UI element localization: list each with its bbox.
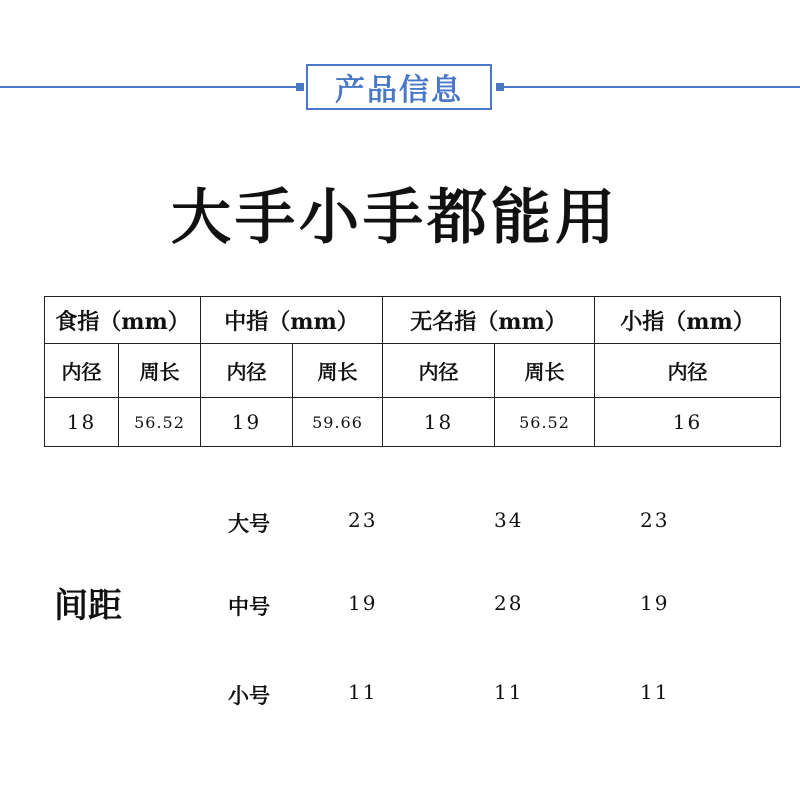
header-ring-finger: 无名指（mm） [383, 297, 595, 344]
banner-cap-left [296, 83, 304, 91]
subheader-cell: 周长 [495, 344, 595, 398]
size-name: 小号 [228, 683, 270, 708]
spacing-row-large [0, 508, 800, 538]
spacing-value: 19 [640, 591, 670, 615]
banner-divider-right [500, 86, 800, 88]
header-middle-finger: 中指（mm） [201, 297, 383, 344]
spacing-label: 间距 [54, 586, 122, 626]
finger-size-table [44, 296, 781, 447]
header-little-finger: 小指（mm） [595, 297, 781, 344]
size-name: 大号 [228, 511, 270, 536]
value-cell: 18 [383, 398, 495, 447]
subheader-cell: 内径 [383, 344, 495, 398]
size-name: 中号 [228, 594, 270, 619]
value-cell: 56.52 [495, 398, 595, 447]
subheader-cell: 内径 [45, 344, 119, 398]
section-title: 产品信息 [335, 73, 463, 108]
spacing-value: 34 [494, 508, 524, 532]
value-cell: 59.66 [293, 398, 383, 447]
header-index-finger: 食指（mm） [45, 297, 201, 344]
spacing-value: 19 [348, 591, 378, 615]
table-row [45, 398, 781, 447]
spacing-row-small [0, 680, 800, 710]
value-cell: 16 [595, 398, 781, 447]
spacing-value: 28 [494, 591, 524, 615]
spacing-value: 11 [348, 680, 378, 704]
subheader-cell: 内径 [595, 344, 781, 398]
table-header-row [45, 297, 781, 344]
value-cell: 56.52 [119, 398, 201, 447]
spacing-value: 23 [348, 508, 378, 532]
spacing-row-medium [0, 591, 800, 621]
value-cell: 18 [45, 398, 119, 447]
subheader-cell: 周长 [119, 344, 201, 398]
spacing-value: 11 [494, 680, 524, 704]
banner-cap-right [496, 83, 504, 91]
headline: 大手小手都能用 [171, 183, 619, 253]
banner-divider-left [0, 86, 300, 88]
spacing-value: 23 [640, 508, 670, 532]
section-banner [306, 64, 492, 110]
subheader-cell: 内径 [201, 344, 293, 398]
value-cell: 19 [201, 398, 293, 447]
subheader-cell: 周长 [293, 344, 383, 398]
table-subheader-row [45, 344, 781, 398]
spacing-value: 11 [640, 680, 670, 704]
